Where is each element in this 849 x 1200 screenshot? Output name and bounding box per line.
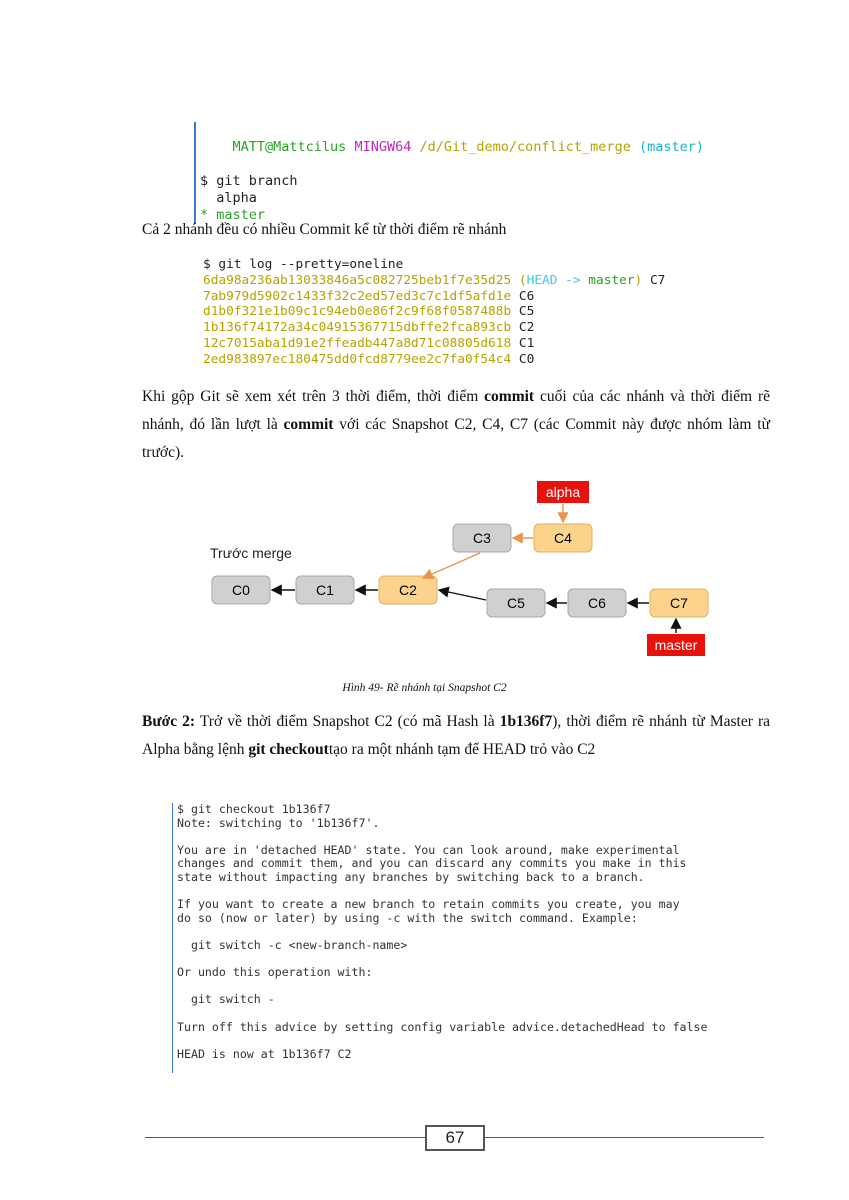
label-master-text: master	[654, 637, 698, 653]
terminal-git-log	[203, 257, 665, 368]
log-line	[203, 320, 665, 336]
prompt-path: /d/Git_demo/conflict_merge	[419, 139, 631, 155]
head-close: )	[634, 272, 643, 288]
terminal-command: $ git branch	[200, 173, 298, 189]
commit-hash: 2ed983897ec180475dd0fcd8779ee2c7fa0f54c4	[203, 351, 512, 367]
head-label: HEAD ->	[526, 272, 581, 288]
terminal-line: do so (now or later) by using -c with the switch command. Example:	[177, 910, 638, 925]
commit-hash: 12c7015aba1d91e2ffeadb447a8d71c08805d618	[203, 335, 512, 351]
text-run: với các Snapshot C2, C4, C7 (các Commit này được nhóm làm từ trước).	[142, 416, 770, 461]
node-c3-label: C3	[473, 530, 491, 546]
node-c7-label: C7	[670, 595, 688, 611]
terminal-line: Turn off this advice by setting config variable advice.detachedHead to false	[177, 1019, 708, 1034]
text-run: Trở về thời điểm Snapshot C2 (có mã Hash là	[195, 713, 500, 730]
text-run: cuối của các nhánh và thời điểm rẽ nhánh, đó lần lượt là	[142, 388, 771, 433]
terminal-line: If you want to create a new branch to retain commits you create, you may	[177, 897, 680, 912]
log-line	[203, 304, 665, 320]
node-c0-label: C0	[232, 582, 250, 598]
terminal-line: Or undo this operation with:	[177, 965, 373, 980]
commit-hash: 7ab979d5902c1433f32c2ed57ed3c7c1df5afd1e	[203, 288, 512, 304]
head-branch: master	[588, 272, 635, 288]
terminal-git-checkout	[172, 803, 737, 1073]
node-c5-label: C5	[507, 595, 525, 611]
paragraph-step-2	[142, 708, 770, 764]
terminal-blank-line	[177, 925, 737, 939]
terminal-blank-line	[177, 1034, 737, 1048]
terminal-line: HEAD is now at 1b136f7 C2	[177, 1046, 352, 1061]
diagram-title: Trước merge	[210, 545, 292, 561]
prompt-system: MINGW64	[354, 139, 412, 155]
terminal-blank-line	[177, 1007, 737, 1021]
terminal-line: state without impacting any branches by switching back to a branch.	[177, 869, 645, 884]
text-run: Khi gộp Git sẽ xem xét trên 3 thời điểm, thời điểm	[142, 388, 485, 405]
commit-id: C6	[518, 288, 535, 304]
text-run: ), thời điểm rẽ nhánh từ Master ra Alpha bằng lệnh	[142, 713, 770, 758]
branch-line-master: * master	[200, 207, 266, 223]
page-number: 67	[425, 1125, 485, 1151]
head-open: (	[518, 272, 527, 288]
commit-hash: 6da98a236ab13033846a5c082725beb1f7e35d25	[203, 272, 512, 288]
bold-step: Bước 2:	[142, 713, 196, 730]
commit-id: C0	[518, 351, 535, 367]
terminal-line: Note: switching to '1b136f7'.	[177, 815, 380, 830]
arrow-c3-c2	[423, 553, 480, 578]
terminal-line: git switch -c <new-branch-name>	[177, 937, 408, 952]
log-line	[203, 273, 665, 289]
bold-commit: commit	[484, 388, 535, 405]
terminal-blank-line	[177, 980, 737, 994]
terminal-git-branch	[194, 122, 720, 224]
figure-caption: Hình 49- Rẽ nhánh tại Snapshot C2	[342, 682, 507, 694]
log-command: $ git log --pretty=oneline	[203, 257, 404, 272]
prompt-user: MATT@Mattcilus	[232, 139, 347, 155]
node-c6-label: C6	[588, 595, 606, 611]
commit-id: C7	[649, 272, 666, 288]
commit-id: C5	[518, 304, 535, 320]
log-line	[203, 289, 665, 305]
commit-hash: d1b0f321e1b09c1c94eb0e86f2c9f68f0587488b	[203, 304, 512, 320]
log-line	[203, 352, 665, 368]
node-c1-label: C1	[316, 582, 334, 598]
footer-rule-left	[145, 1137, 425, 1138]
node-c4-label: C4	[554, 530, 572, 546]
terminal-line: You are in 'detached HEAD' state. You can look around, make experimental	[177, 842, 680, 857]
branch-diagram	[190, 475, 730, 665]
commit-hash: 1b136f74172a34c04915367715dbffe2fca893cb	[203, 320, 512, 336]
log-line	[203, 336, 665, 352]
commit-id: C2	[518, 320, 535, 336]
footer-rule-right	[481, 1137, 764, 1138]
label-alpha-text: alpha	[545, 484, 581, 500]
terminal-prompt	[200, 122, 720, 173]
terminal-line: git switch -	[177, 992, 275, 1007]
branch-line-alpha: alpha	[200, 190, 257, 206]
arrow-c5-c2	[439, 590, 486, 600]
terminal-blank-line	[177, 885, 737, 899]
paragraph-intro: Cả 2 nhánh đều có nhiều Commit kể từ thời điểm rẽ nhánh	[142, 221, 507, 238]
bold-commit: commit	[283, 416, 334, 433]
node-c2-label: C2	[399, 582, 417, 598]
prompt-branch: (master)	[638, 139, 704, 155]
text-run: tạo ra một nhánh tạm để HEAD trỏ vào C2	[328, 741, 596, 758]
commit-id: C1	[518, 335, 535, 351]
bold-hash: 1b136f7	[499, 713, 553, 730]
paragraph-merge-explanation	[142, 383, 770, 467]
terminal-blank-line	[177, 953, 737, 967]
bold-command: git checkout	[248, 741, 329, 758]
terminal-line: $ git checkout 1b136f7	[177, 802, 331, 816]
terminal-blank-line	[177, 830, 737, 844]
terminal-line: changes and commit them, and you can discard any commits you make in this	[177, 856, 687, 871]
